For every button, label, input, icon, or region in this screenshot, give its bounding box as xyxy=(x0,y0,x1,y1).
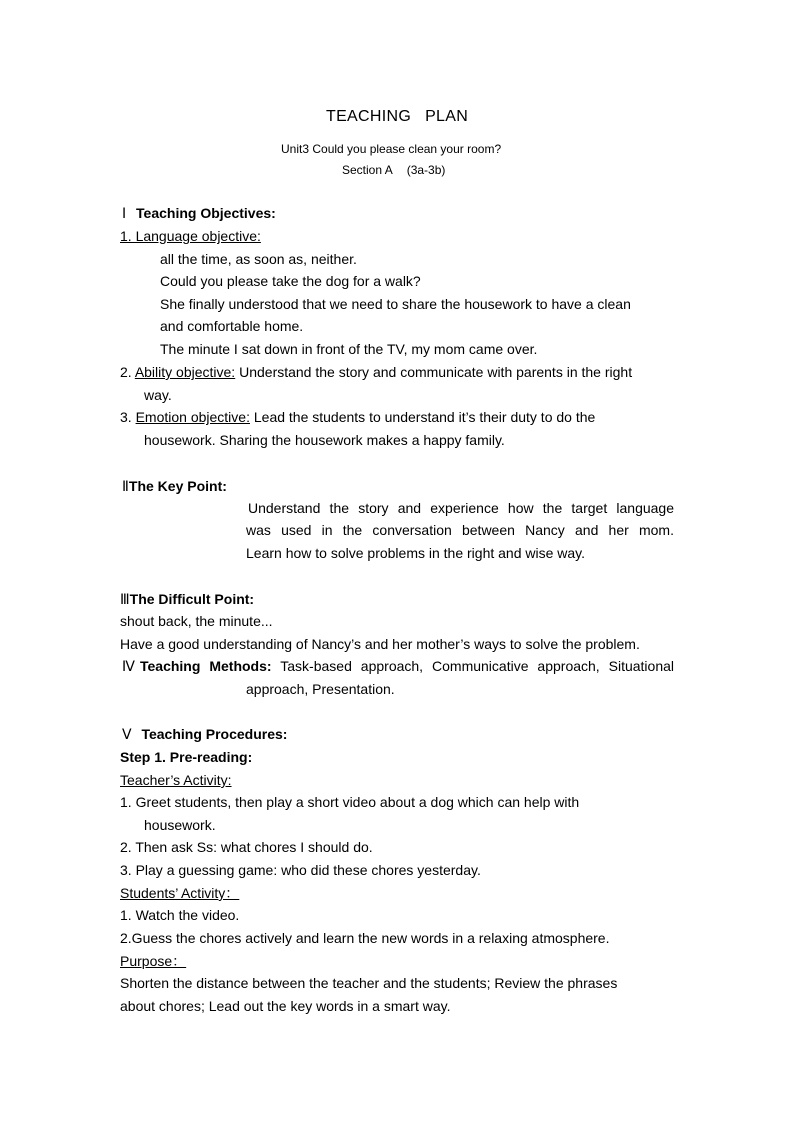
emotion-text-cont: housework. Sharing the housework makes a happy family. xyxy=(144,432,505,448)
language-item: all the time, as soon as, neither. xyxy=(160,251,357,267)
methods-text: Task-based approach, Communicative approach, Situational xyxy=(280,658,675,674)
purpose-line: Shorten the distance between the teacher and the students; Review the phrases xyxy=(120,975,618,991)
purpose-line: about chores; Lead out the key words in a smart way. xyxy=(120,998,451,1014)
teacher-item: 1. Greet students, then play a short video about a dog which can help with xyxy=(120,794,580,810)
teacher-item: 2. Then ask Ss: what chores I should do. xyxy=(120,839,373,855)
page-title xyxy=(326,108,468,126)
numeral-2: Ⅱ xyxy=(122,478,129,494)
key-point-heading xyxy=(122,477,227,495)
difficult-point-line: Have a good understanding of Nancy’s and her mother’s ways to solve the problem. xyxy=(120,636,640,652)
unit-subtitle: Unit3 Could you please clean your room? xyxy=(281,142,502,156)
teacher-item: 3. Play a guessing game: who did these chores yesterday. xyxy=(120,862,481,878)
numeral-5: Ⅴ xyxy=(122,726,132,742)
procedures-heading xyxy=(122,725,287,743)
key-point-line: Learn how to solve problems in the right and wise way. xyxy=(246,545,586,561)
language-item: She finally understood that we need to share the housework to have a clean xyxy=(160,296,631,312)
methods-line xyxy=(122,657,674,675)
step-heading: Step 1. Pre-reading: xyxy=(120,749,253,765)
ability-text: Understand the story and communicate with parents in the right xyxy=(239,364,633,380)
emotion-text: Lead the students to understand it’s their duty to do the xyxy=(253,409,596,425)
ability-objective xyxy=(120,363,632,381)
numeral-1: Ⅰ xyxy=(122,205,127,221)
language-objective-label: 1. Language objective: xyxy=(120,228,261,244)
emotion-objective xyxy=(120,408,595,426)
ability-label: Ability objective: xyxy=(134,364,236,380)
title-word-1: TEACHING xyxy=(326,108,412,125)
objectives-title: Teaching Objectives: xyxy=(136,205,276,221)
section-subtitle xyxy=(342,161,445,179)
title-word-2: PLAN xyxy=(425,108,469,125)
language-item: The minute I sat down in front of the TV, my mom came over. xyxy=(160,341,538,357)
methods-text-cont: approach, Presentation. xyxy=(246,681,395,697)
teacher-item: housework. xyxy=(144,817,216,833)
language-item: Could you please take the dog for a walk? xyxy=(160,273,421,289)
ability-num: 2. xyxy=(120,364,132,380)
numeral-4: Ⅳ xyxy=(122,658,140,674)
purpose-label: Purpose： xyxy=(120,953,187,969)
section-label: Section A xyxy=(342,163,393,177)
students-activity-label: Students’ Activity： xyxy=(120,885,240,901)
numeral-3: Ⅲ xyxy=(120,591,130,607)
emotion-num: 3. xyxy=(120,409,132,425)
teacher-activity-label: Teacher’s Activity: xyxy=(120,772,232,788)
difficult-point-line: shout back, the minute... xyxy=(120,613,273,629)
key-point-line: was used in the conversation between Nancy and her mom. xyxy=(246,522,674,538)
procedures-title: Teaching Procedures: xyxy=(141,726,288,742)
key-point-line: Understand the story and experience how the target language xyxy=(248,500,674,516)
section-range: (3a-3b) xyxy=(406,163,446,177)
students-item: 1. Watch the video. xyxy=(120,907,240,923)
language-item: and comfortable home. xyxy=(160,318,304,334)
difficult-point-title: The Difficult Point: xyxy=(129,591,255,607)
key-point-title: The Key Point: xyxy=(128,478,227,494)
ability-text-cont: way. xyxy=(144,387,172,403)
methods-title: Teaching Methods: xyxy=(139,658,272,674)
students-item: 2.Guess the chores actively and learn the new words in a relaxing atmosphere. xyxy=(120,930,610,946)
objectives-heading xyxy=(122,204,276,222)
difficult-point-heading xyxy=(120,590,254,608)
emotion-label: Emotion objective: xyxy=(135,409,250,425)
